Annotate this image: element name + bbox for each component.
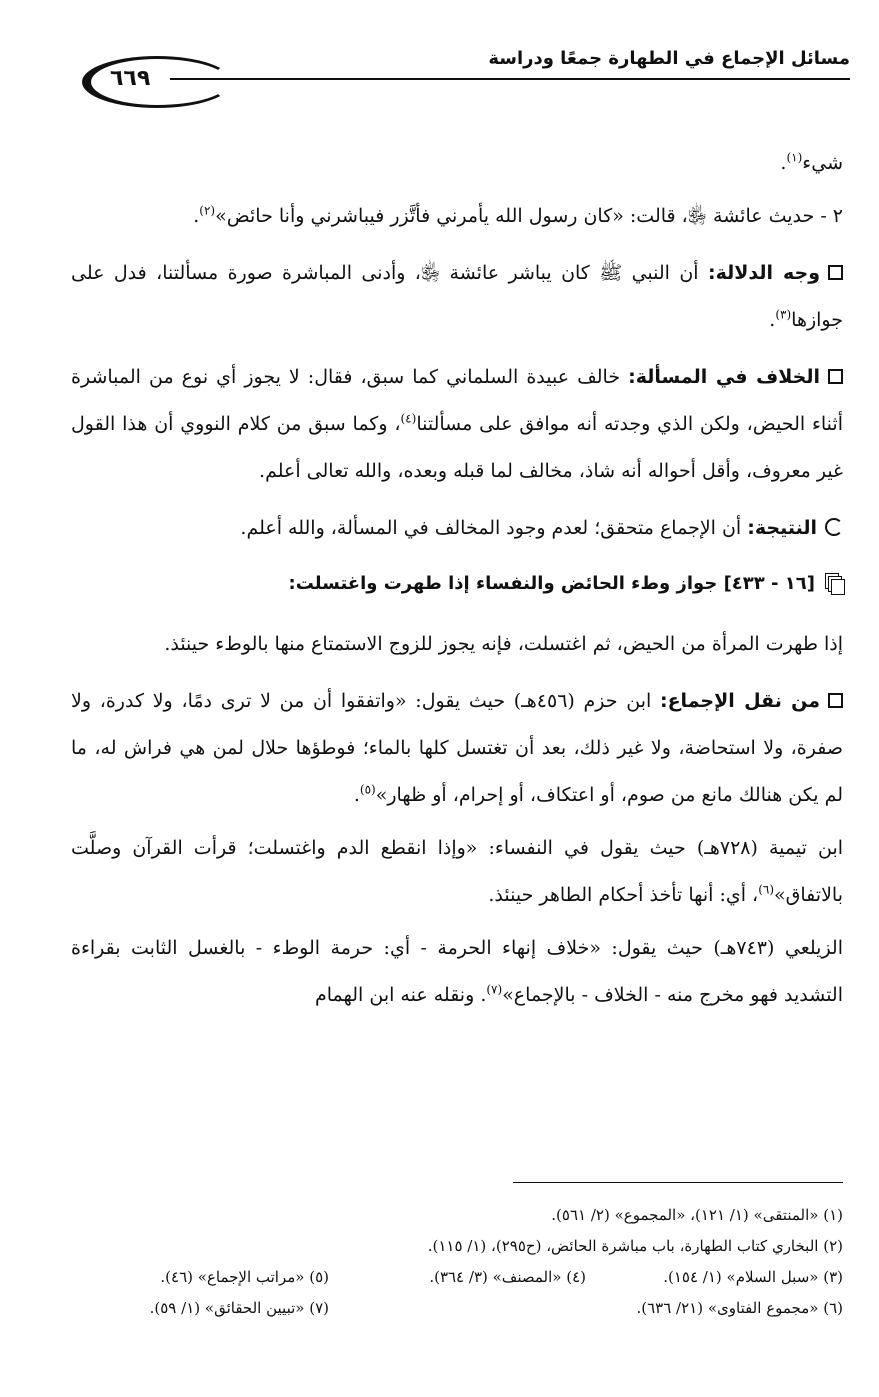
footnote-row (71, 1293, 843, 1324)
text: شيء (802, 152, 843, 174)
paragraph-result (71, 505, 843, 552)
circle-bullet-icon (825, 518, 843, 536)
paragraph-hadith (71, 193, 843, 240)
footnote-row (71, 1262, 843, 1293)
paragraph-consensus (71, 678, 843, 819)
page-number-frame (82, 56, 232, 108)
main-text (71, 140, 843, 1025)
paragraph-continuation (71, 140, 843, 187)
text: الزيلعي (٧٤٣هـ) حيث يقول: «خلاف إنهاء الحرمة - أي: حرمة الوطء - بالغسل الثابت بقراءة التشديد فهو مخرج منه - الخلاف - بالإجماع» (71, 937, 843, 1006)
text: . (353, 784, 360, 806)
footnote-row (71, 1231, 843, 1262)
documents-icon (825, 573, 843, 593)
footnote-ref: (٧) (486, 982, 503, 997)
text: ٢ - حديث عائشة ﵂، قالت: «كان رسول الله يأمرني فأتَّزر فيباشرني وأنا حائض» (215, 205, 843, 227)
footnote: (٣) «سبل السلام» (١/ ١٥٤). (663, 1268, 843, 1286)
text: ، وكما سبق من كلام النووي أن هذا القول غير معروف، وأقل أحواله أنه شاذ، مخالف لما قبله وبعده، والله تعالى أعلم. (71, 413, 843, 482)
footnote: (٧) «تبيين الحقائق» (١/ ٥٩). (149, 1299, 329, 1317)
text: . (769, 309, 776, 331)
paragraph-intro (71, 621, 843, 668)
footnote-ref: (٤) (400, 411, 417, 426)
footnote-ref: (٦) (758, 882, 775, 897)
text: أن النبي ﷺ كان يباشر عائشة ﵂، وأدنى المباشرة صورة مسألتنا، فدل على جوازها (71, 262, 843, 331)
text: ابن تيمية (٧٢٨هـ) حيث يقول في النفساء: «وإذا انقطع الدم واغتسلت؛ قرأت القرآن وصلَّت بالاتفاق» (71, 837, 844, 906)
square-bullet-icon (828, 369, 843, 384)
text: إذا طهرت المرأة من الحيض، ثم اغتسلت، فإنه يجوز للزوج الاستمتاع منها بالوطء حينئذ. (164, 633, 843, 655)
text: ، أي: أنها تأخذ أحكام الطاهر حينئذ. (488, 884, 759, 906)
text: . (780, 152, 787, 174)
footnote-ref: (١) (786, 150, 803, 165)
footnote: (٥) «مراتب الإجماع» (٤٦). (160, 1268, 329, 1286)
section-heading (71, 560, 843, 607)
header-rule (170, 78, 850, 80)
paragraph-evidence (71, 250, 843, 344)
text: أن الإجماع متحقق؛ لعدم وجود المخالف في المسألة، والله أعلم. (240, 517, 748, 539)
paragraph-ibn-taymiyya (71, 825, 843, 919)
footnote-ref: (٥) (359, 782, 376, 797)
page-header (70, 44, 850, 114)
section-label: وجه الدلالة: (707, 262, 821, 284)
footnote-rule (513, 1182, 843, 1183)
section-label: من نقل الإجماع: (659, 690, 820, 712)
footnote: (٦) «مجموع الفتاوى» (٢١/ ٦٣٦). (636, 1299, 843, 1317)
section-label: النتيجة: (747, 517, 817, 539)
footnote-ref: (٢) (199, 203, 216, 218)
footnote: (٤) «المصنف» (٣/ ٣٦٤). (429, 1268, 586, 1286)
footnote-row (71, 1200, 843, 1231)
footnote: (٢) البخاري كتاب الطهارة، باب مباشرة الحائض، (ح٢٩٥)، (١/ ١١٥). (427, 1237, 843, 1255)
running-title: مسائل الإجماع في الطهارة جمعًا ودراسة (488, 48, 850, 69)
footnotes (71, 1200, 843, 1324)
square-bullet-icon (828, 265, 843, 280)
section-label: الخلاف في المسألة: (628, 366, 820, 388)
text: . ونقله عنه ابن الهمام (314, 984, 487, 1006)
square-bullet-icon (828, 693, 843, 708)
text: . (193, 205, 200, 227)
page-number: ٦٦٩ (110, 66, 151, 91)
paragraph-disagreement (71, 354, 843, 495)
text: ابن حزم (٤٥٦هـ) حيث يقول: «واتفقوا أن من لا ترى دمًا، ولا كدرة، ولا صفرة، ولا استحاضة، ولا غير ذلك، بعد أن تغتسل كلها بالماء؛ فوطؤها حلال لمن هي فراش له، ما لم يكن هنالك مانع من صوم، أو اعتكاف، أو إحرام، أو ظهار» (71, 690, 843, 806)
heading-text: [١٦ - ٤٣٣] جواز وطء الحائض والنفساء إذا طهرت واغتسلت: (288, 573, 815, 594)
footnote: (١) «المنتقى» (١/ ١٢١)، «المجموع» (٢/ ٥٦١). (551, 1206, 843, 1224)
text: خالف عبيدة السلماني كما سبق، فقال: لا يجوز أي نوع من المباشرة أثناء الحيض، ولكن الذي وجدته أنه موافق على مسألتنا (71, 366, 843, 435)
paragraph-zaylai (71, 925, 843, 1019)
footnote-ref: (٣) (775, 307, 792, 322)
